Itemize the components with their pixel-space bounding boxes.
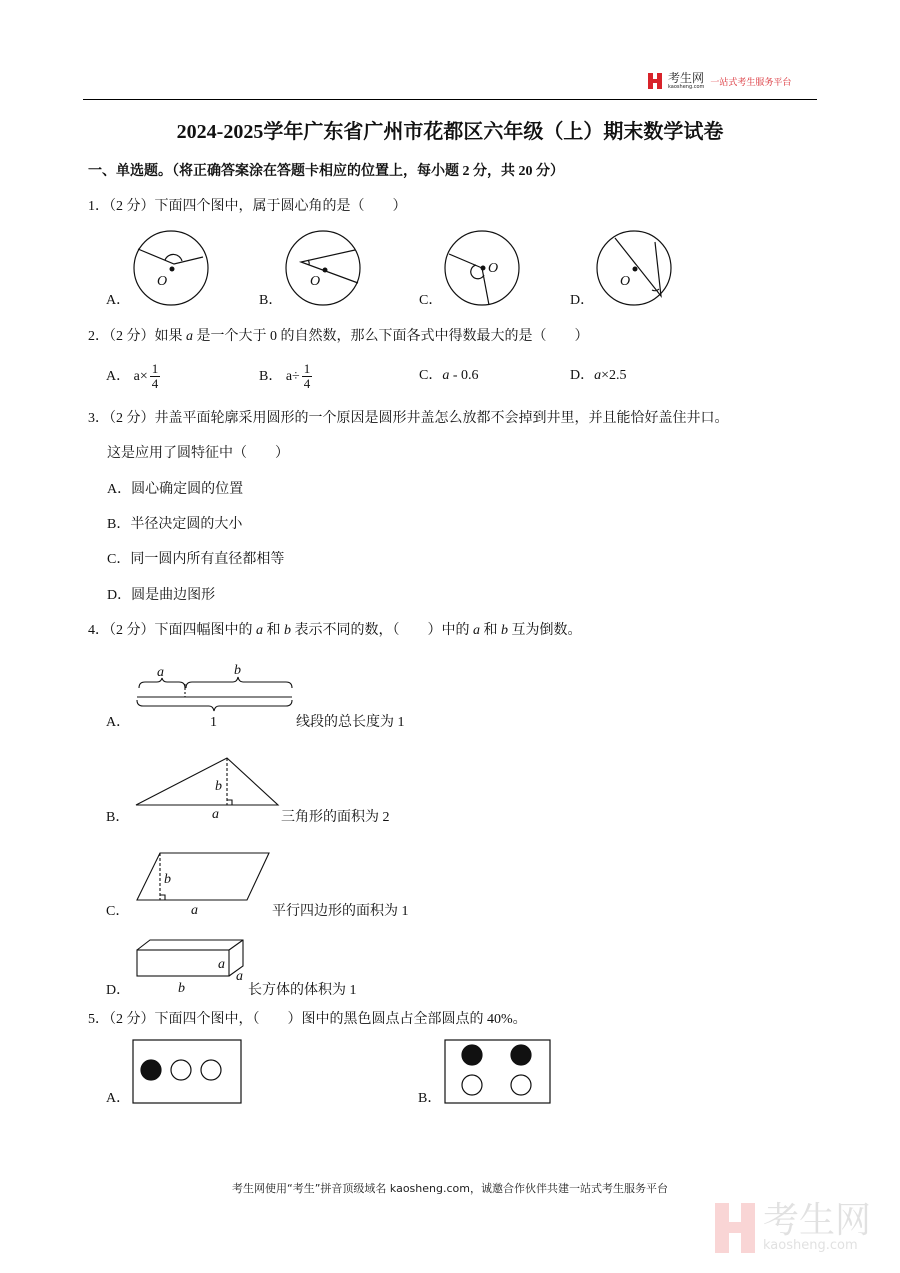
q4-option-a-text: 线段的总长度为 1 [296, 715, 405, 730]
fig-d-label-length: b [178, 981, 185, 996]
stem-text: 4．（2 分）下面四幅图中的 [88, 623, 256, 638]
fig-d-label-width: a [236, 969, 243, 984]
watermark-logo [715, 1200, 872, 1253]
option-label: C． [419, 368, 443, 383]
center-label-a: O [157, 274, 168, 289]
fig-a-label-1: 1 [210, 715, 217, 730]
q5-option-a: A． [106, 1091, 131, 1106]
stem-text: 互为倒数。 [508, 623, 582, 638]
option-var: a [442, 368, 450, 383]
dot-box-b [445, 1040, 550, 1103]
q1-option-a: A． [106, 293, 131, 308]
question-1-stem: 1．（2 分）下面四个图中，属于圆心角的是（ ） [88, 199, 407, 214]
question-3-stem-line2: 这是应用了圆特征中（ ） [107, 446, 289, 461]
q1-option-d: D． [570, 293, 595, 308]
stem-text: 是一个大于 0 的自然数，那么下面各式中得数最大的是（ ） [193, 329, 589, 344]
q4-option-a-label: A． [106, 715, 131, 730]
stem-var: a [186, 329, 193, 344]
q4-option-d-label: D． [106, 983, 131, 998]
q4-option-c-text: 平行四边形的面积为 1 [272, 904, 409, 919]
option-expr: a÷ [285, 369, 300, 384]
denominator: 4 [303, 376, 311, 392]
fig-b-label-a: a [212, 807, 219, 822]
q4-option-d-text: 长方体的体积为 1 [248, 983, 357, 998]
option-expr: a× [133, 369, 148, 384]
section-heading: 一、单选题。（将正确答案涂在答题卡相应的位置上，每小题 2 分，共 20 分） [88, 164, 564, 179]
watermark-mark-icon [715, 1203, 755, 1253]
center-label-c: O [488, 261, 499, 276]
stem-var: a [256, 623, 263, 638]
center-label-d: O [620, 274, 631, 289]
fig-a-label-b: b [234, 663, 241, 678]
stem-text: 和 [480, 623, 501, 638]
q4-option-b-text: 三角形的面积为 2 [281, 810, 390, 825]
header-slogan: 一站式考生服务平台 [710, 77, 792, 88]
q4-option-b-label: B． [106, 810, 130, 825]
q5-option-b: B． [418, 1091, 442, 1106]
center-label-b: O [310, 274, 321, 289]
fig-c-label-b: b [164, 872, 171, 887]
fig-c-label-a: a [191, 903, 198, 918]
logo-text: 考生网 kaosheng.com [668, 71, 705, 90]
stem-var: b [501, 623, 508, 638]
numerator: 1 [303, 361, 311, 377]
stem-text: 2．（2 分）如果 [88, 329, 186, 344]
numerator: 1 [151, 361, 159, 377]
option-expr: - 0.6 [449, 368, 479, 383]
fig-a-label-a: a [157, 665, 164, 680]
stem-var: a [473, 623, 480, 638]
q1-option-c: C． [419, 293, 443, 308]
watermark-text: 考生网 kaosheng.com [763, 1200, 872, 1253]
option-label: A． [106, 369, 131, 384]
q3-option-b: B．半径决定圆的大小 [107, 517, 243, 532]
option-label: B． [259, 369, 283, 384]
q4-option-c-label: C． [106, 904, 130, 919]
question-5-stem: 5．（2 分）下面四个图中，（ ）图中的黑色圆点占全部圆点的 40%。 [88, 1012, 527, 1027]
fig-d-label-height: a [218, 957, 225, 972]
page-title: 2024-2025学年广东省广州市花都区六年级（上）期末数学试卷 [176, 121, 724, 143]
q3-option-c: C．同一圆内所有直径都相等 [107, 552, 285, 567]
denominator: 4 [151, 376, 159, 392]
stem-text: 表示不同的数，（ ）中的 [291, 623, 473, 638]
option-var: a [594, 368, 602, 383]
q3-option-d: D．圆是曲边图形 [107, 588, 216, 603]
fig-b-label-b: b [215, 779, 222, 794]
footer-text: 考生网使用“考生”拼音顶级域名 kaosheng.com，诚邀合作伙伴共建一站式考生服务平台 [232, 1182, 668, 1195]
stem-var: b [284, 623, 291, 638]
q1-option-b: B． [259, 293, 283, 308]
question-3-stem: 3．（2 分）井盖平面轮廓采用圆形的一个原因是圆形井盖怎么放都不会掉到井里，并且能恰好盖住井口。 [88, 411, 729, 426]
option-label: D． [570, 368, 595, 383]
option-expr: ×2.5 [601, 368, 627, 383]
stem-text: 和 [263, 623, 284, 638]
q3-option-a: A．圆心确定圆的位置 [107, 482, 244, 497]
